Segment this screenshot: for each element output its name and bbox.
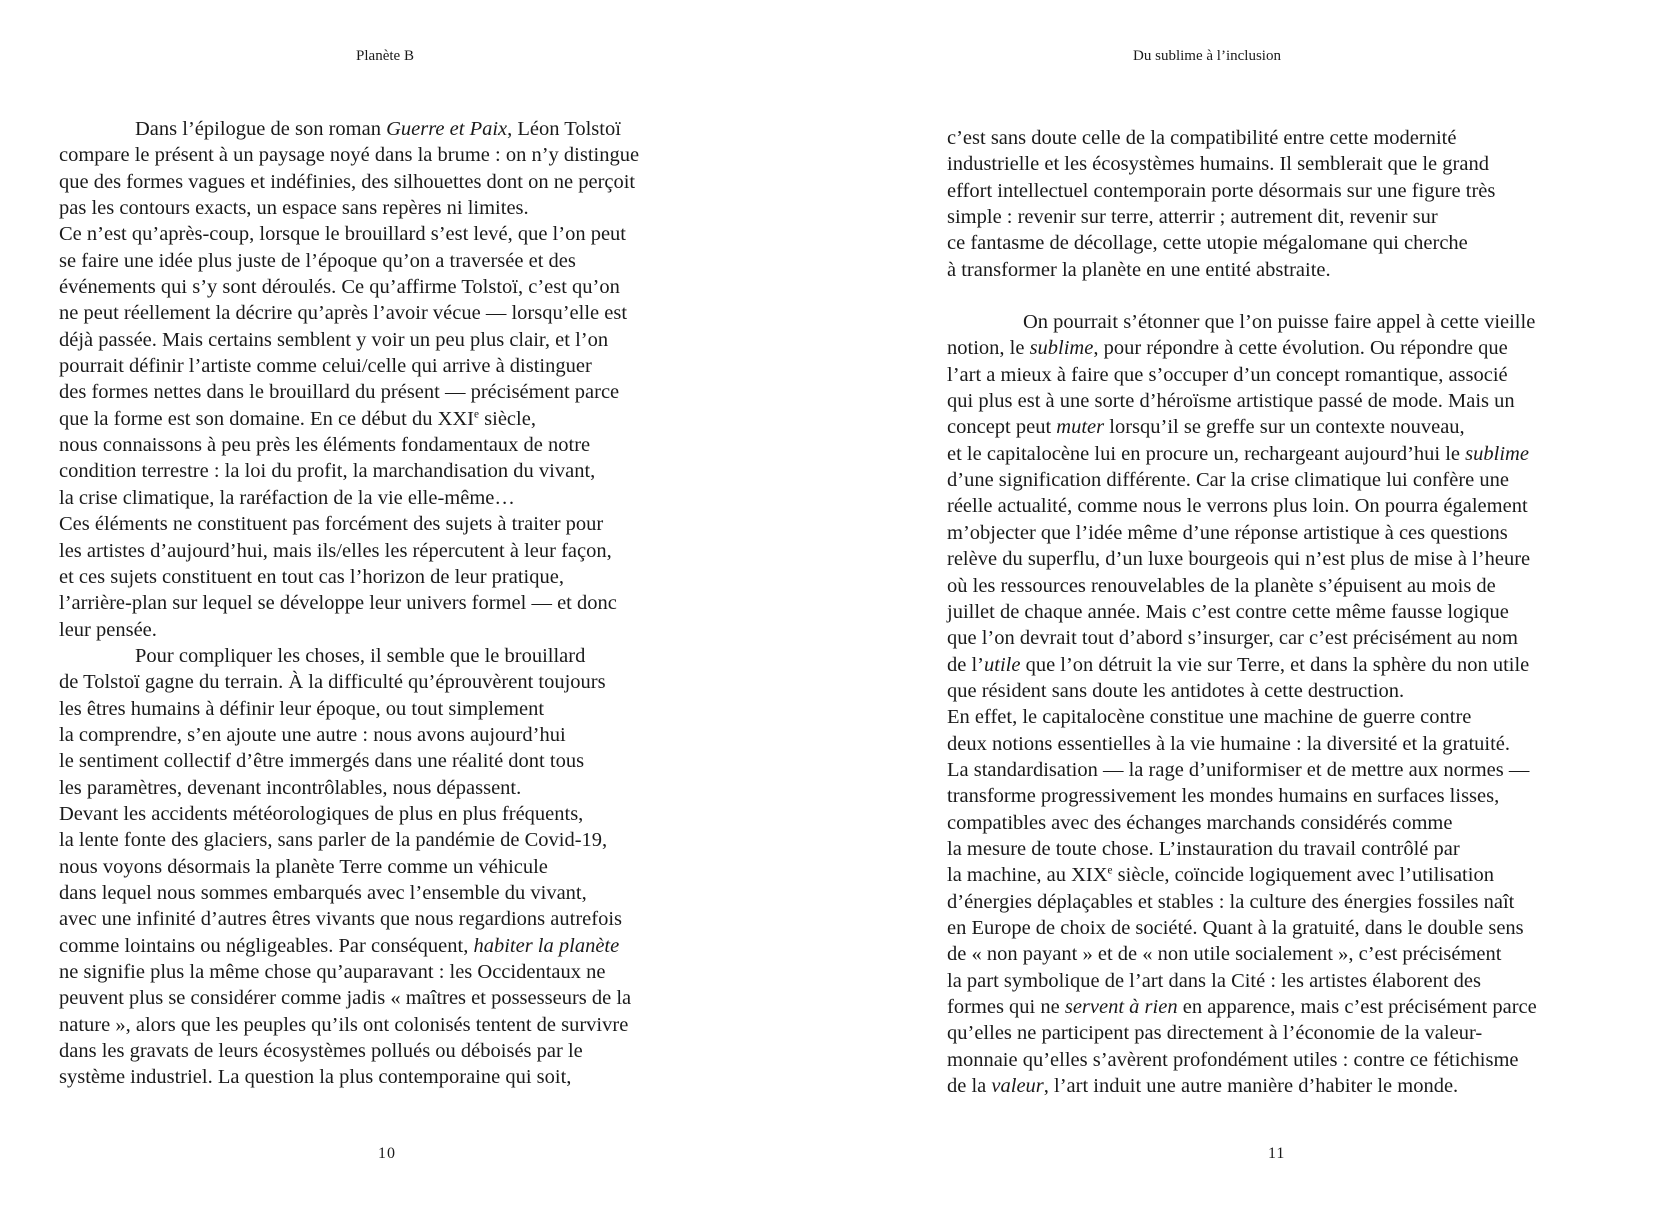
text-run: de Tolstoï gagne du terrain. À la difficulté qu’éprouvèrent toujours (59, 671, 606, 694)
text-line (947, 678, 1537, 704)
text-line (947, 335, 1537, 361)
text-run: nous voyons désormais la planète Terre comme un véhicule (59, 855, 548, 878)
text-line (947, 1047, 1537, 1073)
text-run: ne signifie plus la même chose qu’auparavant : les Occidentaux ne (59, 961, 606, 983)
text-run: lorsqu’il se greffe sur un contexte nouveau, (1104, 416, 1465, 439)
text-run: déjà passée. Mais certains semblent y voir un peu plus clair, et l’on (59, 328, 609, 351)
text-run: que la forme est son domaine. En ce début du XXI (59, 407, 475, 430)
text-line (59, 827, 639, 853)
text-run: On pourrait s’étonner que l’on puisse faire appel à cette vieille (1023, 311, 1536, 334)
text-run: les êtres humains à définir leur époque, ou tout simplement (59, 697, 545, 720)
text-run: nous connaissons à peu près les éléments fondamentaux de notre (59, 434, 591, 457)
text-line (59, 1012, 639, 1038)
text-line (59, 959, 639, 985)
text-run: ne peut réellement la décrire qu’après l’avoir vécue — lorsqu’elle est (59, 302, 628, 325)
text-line (59, 221, 639, 247)
text-line (947, 889, 1537, 915)
text-line (947, 573, 1537, 599)
text-run: réelle actualité, comme nous le verrons plus loin. On pourra également (947, 495, 1528, 518)
emphasis: utile (984, 653, 1021, 676)
text-run: En effet, le capitalocène constitue une machine de guerre contre (947, 706, 1472, 729)
body-text (59, 116, 639, 1091)
text-run: nature », alors que les peuples qu’ils ont colonisés tentent de survivre (59, 1013, 629, 1036)
text-run: et ces sujets constituent en tout cas l’horizon de leur pratique, (59, 565, 564, 588)
text-run: effort intellectuel contemporain porte désormais sur une figure très (947, 179, 1496, 202)
text-run: la machine, au XIX (947, 864, 1108, 887)
text-line (59, 485, 639, 511)
text-run: concept peut (947, 416, 1057, 439)
text-line (947, 731, 1537, 757)
text-line (59, 906, 639, 932)
text-line (59, 985, 639, 1011)
emphasis: muter (1056, 416, 1105, 439)
text-line (59, 353, 639, 379)
text-run: formes qui ne (947, 996, 1065, 1018)
text-run: leur pensée. (59, 618, 157, 641)
text-run: la mesure de toute chose. L’instauration du travail contrôlé par (947, 837, 1460, 860)
text-run: c’est sans doute celle de la compatibilité entre cette modernité (947, 127, 1457, 149)
text-line (59, 643, 639, 669)
text-run: ce fantasme de décollage, cette utopie mégalomane qui cherche (947, 232, 1468, 255)
text-line (59, 274, 639, 300)
text-run: l’art a mieux à faire que s’occuper d’un concept romantique, associé (947, 363, 1508, 386)
paragraph-gap (947, 283, 1537, 309)
text-run: transforme progressivement les mondes humains en surfaces lisses, (947, 785, 1500, 808)
text-line (947, 309, 1537, 335)
text-line (59, 327, 639, 353)
emphasis: servent à rien (1064, 996, 1178, 1018)
text-line (59, 617, 639, 643)
text-run: siècle, (479, 407, 536, 430)
text-run: en Europe de choix de société. Quant à la gratuité, dans le double sens (947, 916, 1524, 939)
text-line (59, 458, 639, 484)
text-line (947, 493, 1537, 519)
text-line (947, 968, 1537, 994)
text-line (59, 1064, 639, 1090)
text-line (947, 151, 1537, 177)
text-run: en apparence, mais c’est précisément parce (1177, 996, 1537, 1018)
text-line (59, 538, 639, 564)
text-line (947, 257, 1537, 283)
text-run: comme lointains ou négligeables. Par conséquent, (59, 934, 474, 957)
text-line (59, 669, 639, 695)
text-run: Dans l’épilogue de son roman (135, 118, 387, 140)
running-head: Planète B (356, 48, 414, 64)
text-line (59, 1038, 639, 1064)
text-run: se faire une idée plus juste de l’époque qu’on a traversée et des (59, 249, 576, 272)
text-run: qu’elles ne participent pas directement à l’économie de la valeur- (947, 1022, 1483, 1045)
text-run: événements qui s’y sont déroulés. Ce qu’affirme Tolstoï, c’est qu’on (59, 276, 620, 299)
text-run: de la (947, 1075, 992, 1098)
text-line (59, 933, 639, 959)
text-run: que des formes vagues et indéfinies, des silhouettes dont on ne perçoit (59, 170, 636, 193)
text-run: à transformer la planète en une entité abstraite. (947, 258, 1331, 281)
text-run: compare le présent à un paysage noyé dans la brume : on n’y distingue (59, 144, 640, 167)
text-line (947, 230, 1537, 256)
emphasis: Guerre et Paix (386, 118, 508, 140)
text-line (59, 511, 639, 537)
text-run: simple : revenir sur terre, atterrir ; autrement dit, revenir sur (947, 206, 1438, 229)
text-line (947, 362, 1537, 388)
text-line (947, 915, 1537, 941)
text-run: d’une signification différente. Car la crise climatique lui confère une (947, 469, 1510, 492)
text-line (59, 748, 639, 774)
text-run: que l’on devrait tout d’abord s’insurger, car c’est précisément au nom (947, 627, 1518, 650)
text-run: compatibles avec des échanges marchands considérés comme (947, 811, 1453, 834)
text-line (59, 854, 639, 880)
text-line (59, 300, 639, 326)
text-line (59, 195, 639, 221)
text-line (59, 116, 639, 142)
text-run: dans les gravats de leurs écosystèmes pollués ou déboisés par le (59, 1040, 583, 1063)
text-line (947, 810, 1537, 836)
text-line (59, 169, 639, 195)
text-line (947, 546, 1537, 572)
text-line (947, 836, 1537, 862)
text-line (947, 625, 1537, 651)
text-line (947, 652, 1537, 678)
text-run: que résident sans doute les antidotes à cette destruction. (947, 679, 1405, 702)
text-run: notion, le (947, 337, 1030, 360)
text-run: , pour répondre à cette évolution. Ou répondre que (1093, 337, 1508, 360)
text-line (947, 704, 1537, 730)
text-run: la comprendre, s’en ajoute une autre : nous avons aujourd’hui (59, 723, 566, 746)
text-line (947, 178, 1537, 204)
text-run: la lente fonte des glaciers, sans parler de la pandémie de Covid-19, (59, 829, 608, 852)
text-line (947, 941, 1537, 967)
text-run: les artistes d’aujourd’hui, mais ils/elles les répercutent à leur façon, (59, 539, 612, 562)
text-run: Pour compliquer les choses, il semble que le brouillard (135, 644, 586, 667)
text-run: pourrait définir l’artiste comme celui/celle qui arrive à distinguer (59, 355, 592, 378)
text-line (947, 862, 1537, 888)
page-number: 10 (378, 1145, 396, 1162)
text-line (947, 125, 1537, 151)
emphasis: sublime (1465, 442, 1529, 465)
text-run: avec une infinité d’autres êtres vivants que nous regardions autrefois (59, 908, 622, 931)
text-line (59, 564, 639, 590)
text-run: la crise climatique, la raréfaction de la vie elle-même… (59, 486, 515, 509)
text-line (59, 590, 639, 616)
text-line (947, 783, 1537, 809)
text-run: de « non payant » et de « non utile socialement », c’est précisément (947, 943, 1502, 966)
text-line (947, 388, 1537, 414)
text-line (947, 1020, 1537, 1046)
text-run: où les ressources renouvelables de la planète s’épuisent au mois de (947, 574, 1496, 597)
text-run: Ces éléments ne constituent pas forcément des sujets à traiter pour (59, 513, 604, 536)
text-line (947, 994, 1537, 1020)
text-line (59, 775, 639, 801)
text-run: , Léon Tolstoï (507, 118, 621, 140)
text-run: deux notions essentielles à la vie humaine : la diversité et la gratuité. (947, 732, 1511, 755)
text-run: monnaie qu’elles s’avèrent profondément utiles : contre ce fétichisme (947, 1048, 1519, 1071)
text-run: industrielle et les écosystèmes humains. Il semblerait que le grand (947, 153, 1489, 176)
text-line (947, 441, 1537, 467)
text-run: pas les contours exacts, un espace sans repères ni limites. (59, 197, 529, 220)
text-run: que l’on détruit la vie sur Terre, et dans la sphère du non utile (1020, 653, 1530, 676)
text-run: les paramètres, devenant incontrôlables, nous dépassent. (59, 776, 522, 799)
body-text (947, 125, 1537, 1099)
text-run: dans lequel nous sommes embarqués avec l’ensemble du vivant, (59, 881, 587, 904)
text-run: Devant les accidents météorologiques de plus en plus fréquents, (59, 802, 584, 825)
text-run: de l’ (947, 653, 984, 676)
text-run: la part symbolique de l’art dans la Cité : les artistes élaborent des (947, 969, 1481, 992)
running-head: Du sublime à l’inclusion (1133, 48, 1281, 64)
text-line (59, 142, 639, 168)
text-line (59, 696, 639, 722)
text-run: La standardisation — la rage d’uniformiser et de mettre aux normes — (947, 758, 1530, 781)
text-line (947, 520, 1537, 546)
text-line (59, 801, 639, 827)
text-line (59, 406, 639, 432)
text-line (59, 880, 639, 906)
text-run: , l’art induit une autre manière d’habiter le monde. (1043, 1075, 1459, 1098)
text-line (947, 467, 1537, 493)
text-run: peuvent plus se considérer comme jadis « maîtres et possesseurs de la (59, 987, 632, 1010)
text-line (947, 414, 1537, 440)
text-line (947, 599, 1537, 625)
text-line (59, 432, 639, 458)
superscript: e (1107, 864, 1113, 877)
text-run: des formes nettes dans le brouillard du présent — précisément parce (59, 381, 620, 404)
text-run: d’énergies déplaçables et stables : la culture des énergies fossiles naît (947, 890, 1515, 913)
text-run: juillet de chaque année. Mais c’est contre cette même fausse logique (947, 600, 1509, 623)
emphasis: habiter la planète (473, 934, 620, 957)
text-run: relève du superflu, d’un luxe bourgeois qui n’est plus de mise à l’heure (947, 548, 1531, 571)
page-number: 11 (1268, 1145, 1286, 1162)
text-run: m’objecter que l’idée même d’une réponse artistique à ces questions (947, 521, 1508, 544)
text-line (947, 757, 1537, 783)
text-run: et le capitalocène lui en procure un, rechargeant aujourd’hui le (947, 442, 1466, 465)
text-run: l’arrière-plan sur lequel se développe leur univers formel — et donc (59, 592, 617, 615)
text-run: siècle, coïncide logiquement avec l’utilisation (1112, 864, 1494, 887)
text-line (947, 204, 1537, 230)
emphasis: valeur (991, 1075, 1044, 1098)
right-page (827, 0, 1654, 1211)
text-line (59, 379, 639, 405)
text-line (59, 248, 639, 274)
text-run: qui plus est à une sorte d’héroïsme artistique passé de mode. Mais un (947, 390, 1515, 413)
text-run: système industriel. La question la plus contemporaine qui soit, (59, 1066, 572, 1089)
superscript: e (474, 408, 480, 421)
text-line (59, 722, 639, 748)
emphasis: sublime (1029, 337, 1094, 360)
text-run: Ce n’est qu’après-coup, lorsque le brouillard s’est levé, que l’on peut (59, 223, 626, 246)
text-run: le sentiment collectif d’être immergés dans une réalité dont tous (59, 750, 585, 773)
text-run: condition terrestre : la loi du profit, la marchandisation du vivant, (59, 460, 596, 483)
text-line (947, 1073, 1537, 1099)
